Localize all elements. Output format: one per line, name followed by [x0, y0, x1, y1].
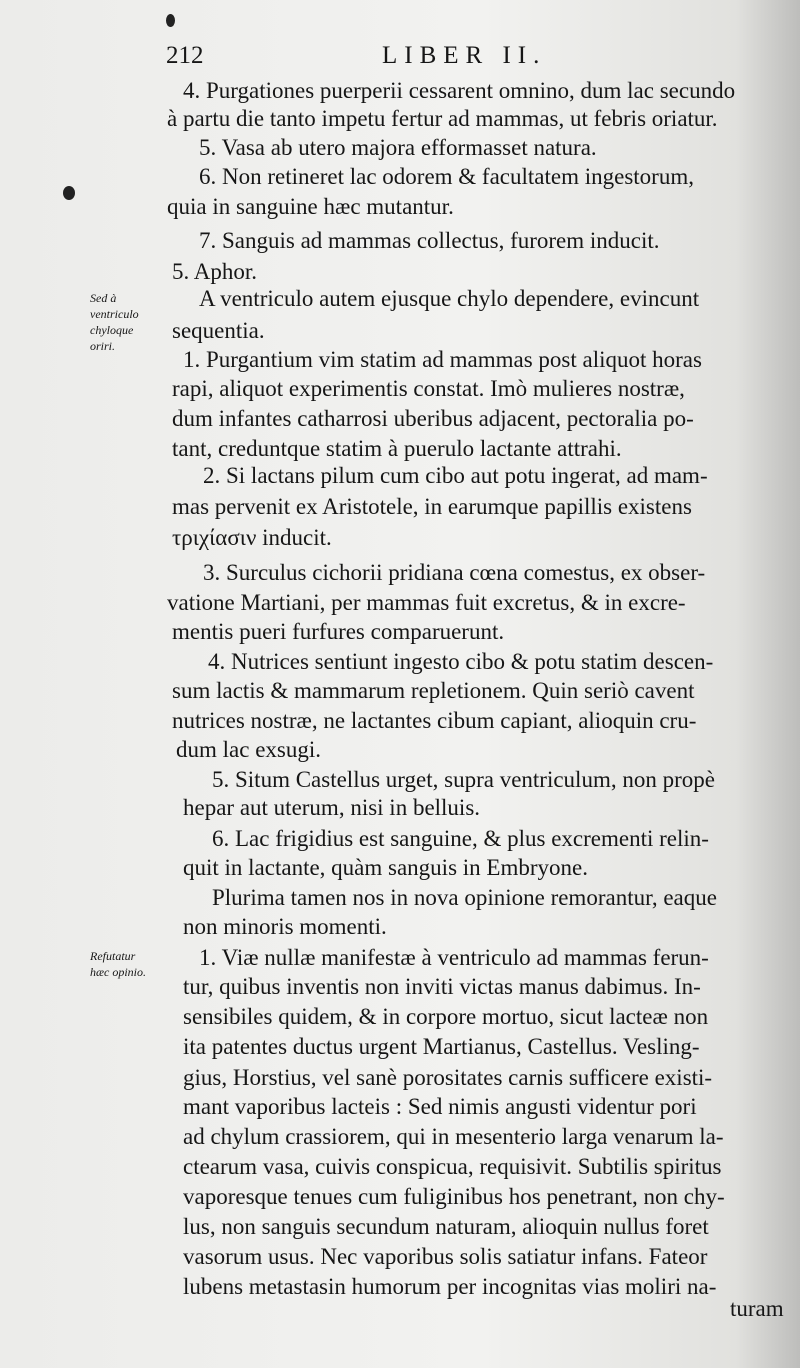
text-line: 6. Lac frigidius est sanguine, & plus excrementi relin-: [212, 826, 709, 851]
text-line: sum lactis & mammarum repletionem. Quin seriò cavent: [172, 678, 695, 703]
text-line: τριχίασιν inducit.: [172, 525, 332, 550]
text-line: quia in sanguine hæc mutantur.: [167, 194, 454, 219]
margin-note-line: hæc opinio.: [90, 965, 146, 979]
text-line: non minoris momenti.: [183, 914, 387, 939]
text-line: dum lac exsugi.: [176, 737, 321, 762]
text-line: à partu die tanto impetu fertur ad mammas, ut febris oriatur.: [167, 106, 718, 131]
text-line: ad chylum crassiorem, qui in mesenterio larga venarum la-: [183, 1124, 724, 1149]
text-line: mant vaporibus lacteis : Sed nimis angusti videntur pori: [183, 1094, 697, 1119]
text-line: vatione Martiani, per mammas fuit excretus, & in excre-: [167, 590, 686, 615]
text-line: 1. Viæ nullæ manifestæ à ventriculo ad mammas ferun-: [199, 945, 709, 970]
text-line: sensibiles quidem, & in corpore mortuo, sicut lacteæ non: [183, 1004, 709, 1029]
text-line: dum infantes catharrosi uberibus adjacent, pectoralia po-: [172, 406, 694, 431]
text-line: nutrices nostræ, ne lactantes cibum capiant, alioquin cru-: [172, 708, 697, 733]
text-line: 5. Vasa ab utero majora efformasset natura.: [199, 135, 597, 160]
margin-note-line: Sed à: [90, 291, 117, 305]
ink-spot: [63, 186, 75, 200]
text-line: A ventriculo autem ejusque chylo dependere, evincunt: [199, 286, 700, 311]
text-line: vaporesque tenues cum fuliginibus hos penetrant, non chy-: [183, 1184, 725, 1209]
text-line: rapi, aliquot experimentis constat. Imò mulieres nostræ,: [172, 376, 685, 401]
margin-note-line: ventriculo: [90, 307, 139, 321]
text-line: 6. Non retineret lac odorem & facultatem ingestorum,: [199, 164, 694, 189]
text-line: tant, creduntque statim à puerulo lactante attrahi.: [172, 436, 622, 461]
text-line: lus, non sanguis secundum naturam, alioquin nullus foret: [183, 1214, 709, 1239]
margin-note: [90, 290, 182, 354]
text-line: lubens metastasin humorum per incognitas vias moliri na-: [183, 1274, 717, 1299]
text-line: 4. Nutrices sentiunt ingesto cibo & potu statim descen-: [208, 649, 714, 674]
margin-note: [90, 948, 182, 980]
text-line: hepar aut uterum, nisi in belluis.: [183, 795, 481, 820]
text-line: mas pervenit ex Aristotele, in earumque papillis existens: [172, 494, 692, 519]
text-line: ctearum vasa, cuivis conspicua, requisivit. Subtilis spiritus: [183, 1154, 722, 1179]
running-header: [160, 42, 800, 76]
page-number: 212: [166, 42, 204, 69]
text-line: sequentia.: [172, 318, 265, 343]
text-line: 7. Sanguis ad mammas collectus, furorem inducit.: [199, 228, 660, 253]
text-line: tur, quibus inventis non inviti victas manus dabimus. In-: [183, 974, 701, 999]
text-line: 5. Aphor.: [172, 259, 257, 284]
margin-note-line: chyloque: [90, 323, 134, 337]
text-line: mentis pueri furfures comparuerunt.: [172, 619, 505, 644]
text-line: turam: [730, 1296, 784, 1321]
text-line: gius, Horstius, vel sanè porositates carnis sufficere existi-: [183, 1065, 713, 1090]
ink-spot: [166, 14, 175, 27]
text-line: quit in lactante, quàm sanguis in Embryone.: [183, 855, 588, 880]
margin-note-line: Refutatur: [90, 949, 136, 963]
text-line: 4. Purgationes puerperii cessarent omnino, dum lac secundo: [183, 78, 736, 103]
text-line: 3. Surculus cichorii pridiana cœna comestus, ex obser-: [203, 560, 706, 585]
text-line: 1. Purgantium vim statim ad mammas post aliquot horas: [183, 347, 702, 372]
text-line: 5. Situm Castellus urget, supra ventriculum, non propè: [212, 767, 715, 792]
text-line: ita patentes ductus urgent Martianus, Castellus. Vesling-: [183, 1034, 700, 1059]
margin-note-line: oriri.: [90, 339, 116, 353]
text-line: Plurima tamen nos in nova opinione remorantur, eaque: [212, 885, 717, 910]
text-line: 2. Si lactans pilum cum cibo aut potu ingerat, ad mam-: [203, 463, 708, 488]
running-title: LIBER II.: [382, 42, 547, 69]
text-line: vasorum usus. Nec vaporibus solis satiatur infans. Fateor: [183, 1244, 708, 1269]
